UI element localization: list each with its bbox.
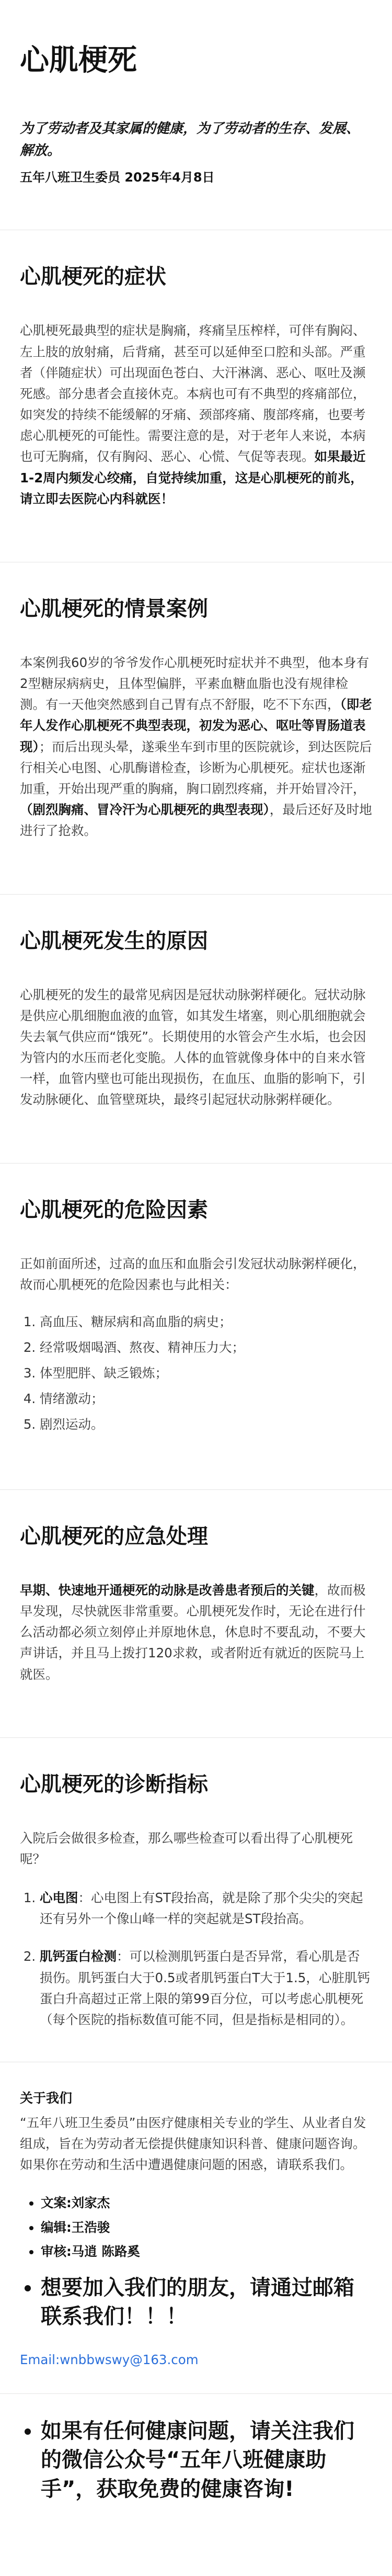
list-item: • 编辑:王浩骏 [41, 2216, 372, 2240]
list-item: • 文案:刘家杰 [41, 2191, 372, 2216]
section-about [20, 2062, 372, 2504]
credits-list [20, 2191, 372, 2264]
emergency-bold: 早期、快速地开通梗死的动脉是改善患者预后的关键 [20, 1582, 315, 1598]
section-symptoms [20, 230, 372, 510]
join-us-text: • 想要加入我们的朋友，请通过邮箱联系我们！！！ [41, 2274, 372, 2331]
page-subtitle: 为了劳动者及其家属的健康，为了劳动者的生存、发展、解放。 [20, 121, 360, 159]
section-heading: 心肌梗死的症状 [20, 265, 166, 289]
diagnosis-label: 心电图 [40, 1890, 78, 1906]
wechat-list [20, 2417, 372, 2504]
join-list [20, 2274, 372, 2331]
about-heading: 关于我们 [20, 2091, 73, 2106]
paragraph: 正如前面所述，过高的血压和血脂会引发冠状动脉粥样硬化，故而心肌梗死的危险因素也与此相关： [20, 1256, 366, 1292]
page-title: 心肌梗死 [20, 43, 137, 77]
list-item: 3. 体型肥胖、缺乏锻炼； [40, 1360, 372, 1386]
diagnosis-text: ：心电图上有ST段抬高，就是除了那个尖尖的突起还有另外一个像山峰一样的突起就是ST段抬高。 [40, 1890, 363, 1927]
paragraph: 入院后会做很多检查，那么哪些检查可以看出得了心肌梗死呢？ [20, 1830, 353, 1867]
section-heading: 心肌梗死的危险因素 [20, 1197, 208, 1222]
list-item: 4. 情绪激动； [40, 1386, 372, 1411]
symptoms-text: 心肌梗死最典型的症状是胸痛，疼痛呈压榨样，可伴有胸闷、左上肢的放射痛，后背痛，甚至可以延伸至口腔和头部。严重者（伴随症状）可出现面色苍白、大汗淋漓、恶心、呕吐及濒死感。部分患者会直接休克。本病也可有不典型的疼痛部位，如突发的持续不能缓解的牙痛、颈部疼痛、腹部疼痛，也要考虑心肌梗死的可能性。需要注意的是，对于老年人来说，本病也可无胸痛，仅有胸闷、恶心、心慌、气促等表现。 [20, 323, 366, 465]
email-link[interactable]: Email:wnbbwswy@163.com [20, 2352, 199, 2368]
paragraph: “五年八班卫生委员”由医疗健康相关专业的学生、从业者自发组成，旨在为劳动者无偿提供健康知识科普、健康问题咨询。如果你在劳动和生活中遭遇健康问题的困惑，请联系我们。 [20, 2115, 366, 2172]
section-emergency [20, 1490, 372, 1685]
diagnosis-list [20, 1888, 372, 2030]
section-cause [20, 895, 372, 1111]
section-case [20, 562, 372, 842]
list-item: 5. 剧烈运动。 [40, 1411, 372, 1437]
section-diagnosis [20, 1738, 372, 2030]
section-heading: 心肌梗死的应急处理 [20, 1524, 208, 1549]
paragraph: 心肌梗死的发生的最常见病因是冠状动脉粥样硬化。冠状动脉是供应心肌细胞血液的血管，如其发生堵塞，则心肌细胞就会失去氧气供应而“饿死”。长期使用的水管会产生水垢，也会因为管内的水压而老化变脆。人体的血管就像身体中的自来水管一样，血管内壁也可能出现损伤，在血压、血脂的影响下，引发动脉硬化、血管壁斑块，最终引起冠状动脉粥样硬化。 [20, 987, 366, 1108]
list-item [40, 1946, 372, 2030]
section-heading: 心肌梗死发生的原因 [20, 929, 208, 953]
wechat-text: • 如果有任何健康问题，请关注我们的微信公众号“五年八班健康助手”，获取免费的健康咨询! [41, 2417, 372, 2504]
paragraph [20, 320, 372, 510]
section-risk [20, 1163, 372, 1437]
paragraph [20, 652, 372, 842]
case-text-1: 本案例我60岁的爷爷发作心肌梗死时症状并不典型，他本身有2型糖尿病病史，且体型偏胖，平素血糖血脂也没有规律检测。有一天他突然感到自己胃有点不舒服，吃不下东西， [20, 654, 370, 713]
case-text-2: ；而后出现头晕，遂乘坐车到市里的医院就诊，到达医院后行相关心电图、心肌酶谱检查，诊断为心肌梗死。症状也逐渐加重，开始出现严重的胸痛，胸口剧烈疼痛，并开始冒冷汗， [20, 739, 372, 796]
risk-list [20, 1309, 372, 1437]
case-text-3: ，最后还好及时地进行了抢救。 [20, 802, 372, 839]
emergency-text: ，故而极早发现，尽快就医非常重要。心肌梗死发作时，无论在进行什么活动都必须立刻停止并原地休息，休息时不要乱动，不要大声讲话，并且马上拨打120求救，或者附近有就近的医院马上就医。 [20, 1582, 366, 1682]
diagnosis-text: ：可以检测肌钙蛋白是否异常，看心肌是否损伤。肌钙蛋白大于0.5或者肌钙蛋白T大于1.5，心脏肌钙蛋白升高超过正常上限的第99百分位，可以考虑心肌梗死（每个医院的指标数值可能不同，但是指标是相同的）。 [40, 1949, 370, 2027]
list-item [40, 1888, 372, 1929]
case-bold-1: （即老年人发作心肌梗死不典型表现，初发为恶心、呕吐等胃肠道表现） [20, 697, 372, 754]
bottom-spacer [20, 2504, 372, 2567]
section-heading: 心肌梗死的情景案例 [20, 596, 208, 621]
divider [0, 2393, 392, 2394]
warning-text: 如果最近1-2周内频发心绞痛，自觉持续加重，这是心肌梗死的前兆，请立即去医院心内科就医！ [20, 449, 366, 506]
author-date: 五年八班卫生委员 2025年4月8日 [20, 170, 215, 185]
list-item: 1. 高血压、糖尿病和高血脂的病史； [40, 1309, 372, 1335]
list-item: • 审核:马逍 陈路奚 [41, 2240, 372, 2264]
case-bold-2: （剧烈胸痛、冒冷汗为心肌梗死的典型表现） [20, 802, 270, 818]
section-heading: 心肌梗死的诊断指标 [20, 1772, 208, 1797]
diagnosis-label: 肌钙蛋白检测 [40, 1949, 117, 1964]
list-item: 2. 经常吸烟喝酒、熬夜、精神压力大； [40, 1335, 372, 1360]
paragraph [20, 1580, 372, 1685]
